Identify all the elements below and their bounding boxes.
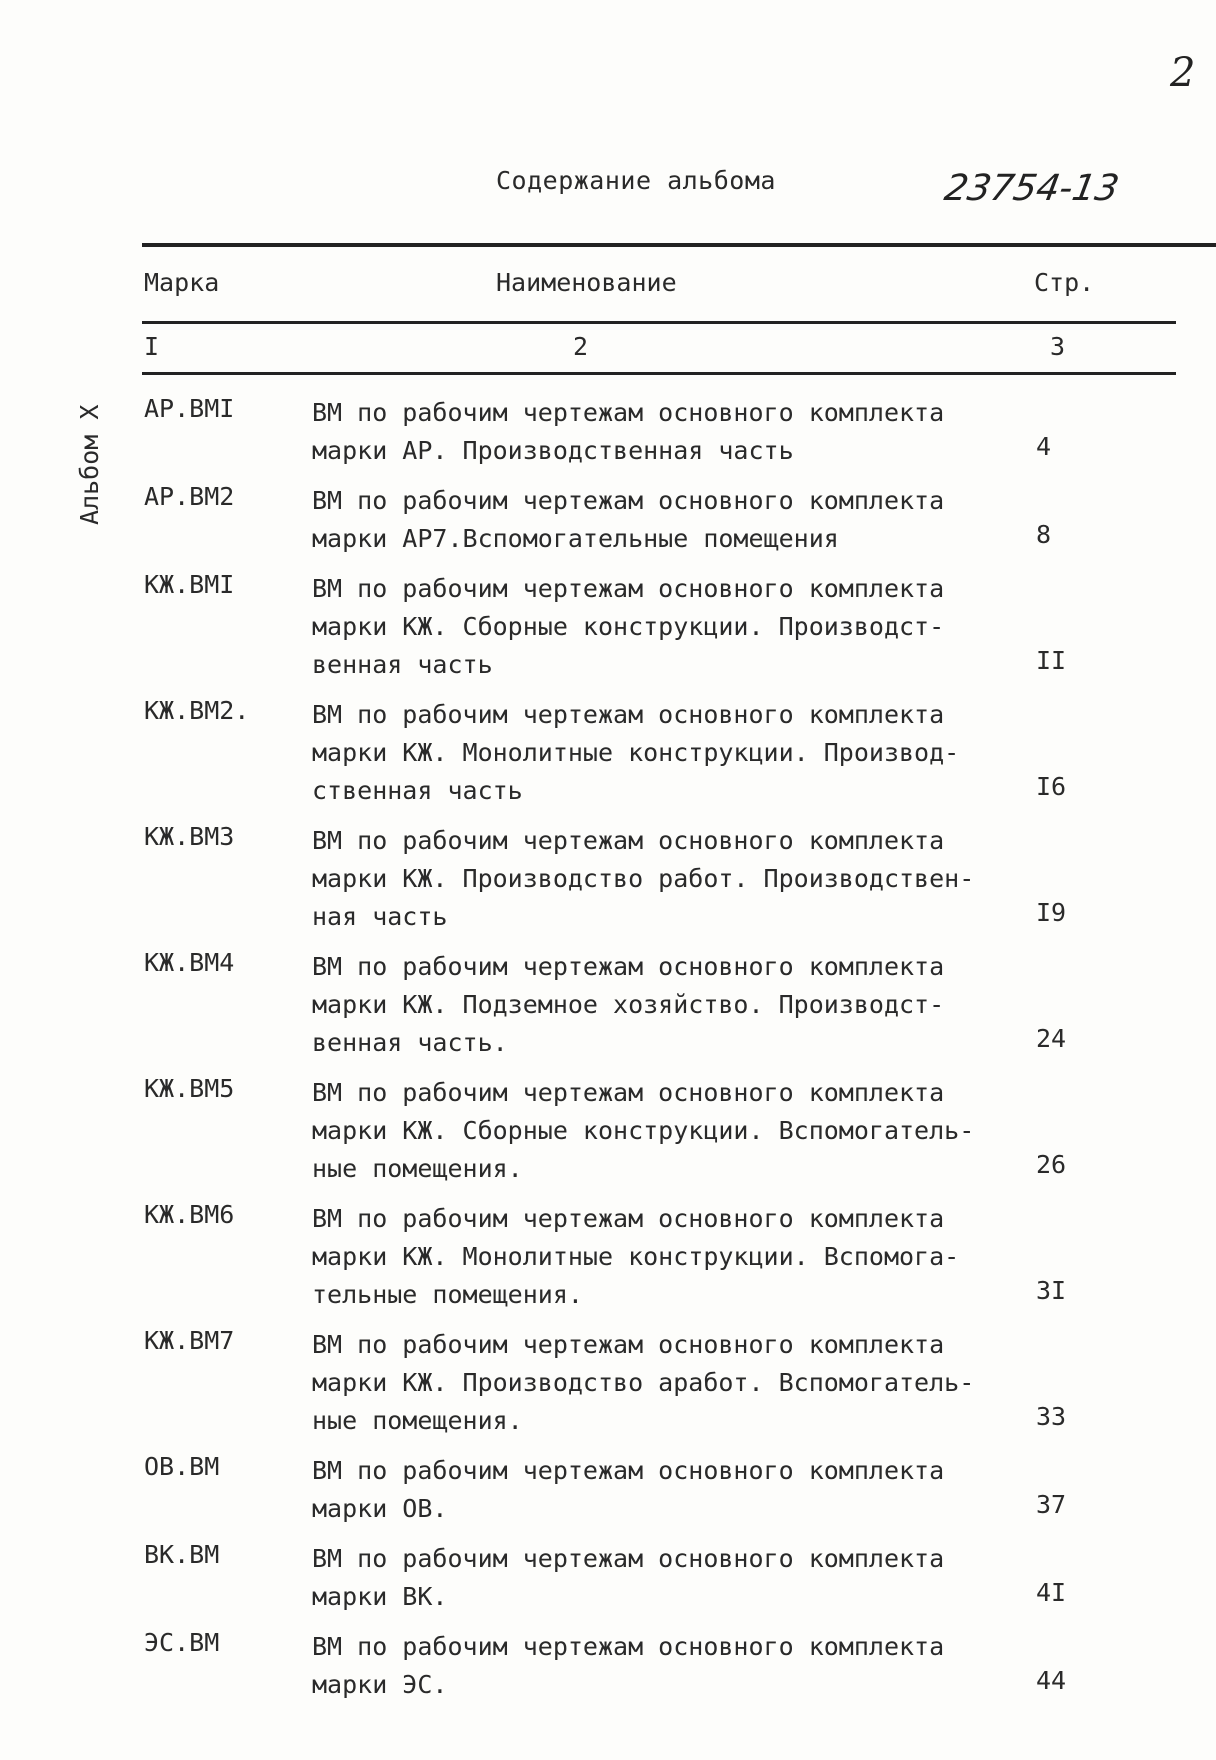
header-page: Стр. (1034, 268, 1095, 297)
column-number-page: 3 (1050, 332, 1066, 361)
row-mark: КЖ.ВМ5 (144, 1074, 235, 1103)
row-page: 26 (1036, 1150, 1067, 1179)
row-name-line: венная часть. (312, 1028, 508, 1057)
row-name (312, 1326, 1002, 1440)
row-name-line: венная часть (312, 650, 493, 679)
row-name-line: ВМ по рабочим чертежам основного комплекта (312, 1330, 945, 1359)
row-name (312, 482, 1002, 558)
document-code: 23754-13 (941, 168, 1122, 209)
row-name-line: марки КЖ. Монолитные конструкции. Вспомога- (312, 1242, 960, 1271)
row-page: II (1036, 646, 1067, 675)
row-mark: КЖ.ВМ4 (144, 948, 235, 977)
row-name-line: марки КЖ. Сборные конструкции. Вспомогатель- (312, 1116, 975, 1145)
row-name-line: ная часть (312, 902, 448, 931)
row-name-line: ВМ по рабочим чертежам основного комплекта (312, 1078, 945, 1107)
row-mark: КЖ.ВМ6 (144, 1200, 235, 1229)
row-name-line: ВМ по рабочим чертежам основного комплекта (312, 1544, 945, 1573)
row-mark: ОВ.ВМ (144, 1452, 220, 1481)
row-page: 37 (1036, 1490, 1067, 1519)
row-name-line: ВМ по рабочим чертежам основного комплекта (312, 700, 945, 729)
row-name (312, 1628, 1002, 1704)
row-name-line: марки КЖ. Монолитные конструкции. Производ- (312, 738, 960, 767)
row-name-line: марки КЖ. Производство аработ. Вспомогатель- (312, 1368, 975, 1397)
row-name-line: ВМ по рабочим чертежам основного комплекта (312, 486, 945, 515)
row-page: I6 (1036, 772, 1067, 801)
page-number: 2 (1170, 50, 1196, 96)
row-name-line: марки ВК. (312, 1582, 448, 1611)
column-number-mark: I (144, 332, 160, 361)
row-mark: КЖ.ВМ2. (144, 696, 250, 725)
row-name-line: марки КЖ. Производство работ. Производствен- (312, 864, 975, 893)
row-mark: АР.ВМ2 (144, 482, 235, 511)
row-name-line: марки КЖ. Сборные конструкции. Производст- (312, 612, 945, 641)
row-name (312, 696, 1002, 810)
row-mark: КЖ.ВМ3 (144, 822, 235, 851)
row-page: I9 (1036, 898, 1067, 927)
row-name-line: марки ЭС. (312, 1670, 448, 1699)
row-name (312, 1540, 1002, 1616)
row-name-line: ВМ по рабочим чертежам основного комплекта (312, 1632, 945, 1661)
row-name-line: ные помещения. (312, 1154, 523, 1183)
row-mark: АР.ВМI (144, 394, 235, 423)
table-top-rule (142, 243, 1216, 247)
row-name (312, 394, 1002, 470)
row-page: 3I (1036, 1276, 1067, 1305)
row-mark: ВК.ВМ (144, 1540, 220, 1569)
row-name-line: ные помещения. (312, 1406, 523, 1435)
album-side-label: Альбом Х (75, 404, 104, 525)
row-mark: КЖ.ВМ7 (144, 1326, 235, 1355)
row-name (312, 1200, 1002, 1314)
table-header-rule (142, 321, 1176, 324)
row-page: 4I (1036, 1578, 1067, 1607)
row-page: 33 (1036, 1402, 1067, 1431)
row-page: 8 (1036, 520, 1052, 549)
row-page: 44 (1036, 1666, 1067, 1695)
document-title: Содержание альбома (496, 166, 776, 195)
row-name-line: тельные помещения. (312, 1280, 583, 1309)
table-column-number-rule (142, 372, 1176, 375)
row-name-line: марки АР7.Вспомогательные помещения (312, 524, 839, 553)
row-name (312, 822, 1002, 936)
row-name-line: ственная часть (312, 776, 523, 805)
row-name-line: ВМ по рабочим чертежам основного комплекта (312, 574, 945, 603)
row-page: 24 (1036, 1024, 1067, 1053)
row-name-line: ВМ по рабочим чертежам основного комплекта (312, 826, 945, 855)
row-name (312, 948, 1002, 1062)
row-name (312, 570, 1002, 684)
row-name-line: ВМ по рабочим чертежам основного комплекта (312, 952, 945, 981)
row-mark: ЭС.ВМ (144, 1628, 220, 1657)
header-mark: Марка (144, 268, 220, 297)
row-name (312, 1452, 1002, 1528)
row-name-line: ВМ по рабочим чертежам основного комплекта (312, 1456, 945, 1485)
row-name (312, 1074, 1002, 1188)
row-name-line: ВМ по рабочим чертежам основного комплекта (312, 1204, 945, 1233)
row-name-line: марки ОВ. (312, 1494, 448, 1523)
header-name: Наименование (496, 268, 677, 297)
row-name-line: ВМ по рабочим чертежам основного комплекта (312, 398, 945, 427)
row-name-line: марки КЖ. Подземное хозяйство. Производст- (312, 990, 945, 1019)
column-number-name: 2 (573, 332, 589, 361)
row-page: 4 (1036, 432, 1052, 461)
row-name-line: марки АР. Производственная часть (312, 436, 794, 465)
row-mark: КЖ.ВМI (144, 570, 235, 599)
